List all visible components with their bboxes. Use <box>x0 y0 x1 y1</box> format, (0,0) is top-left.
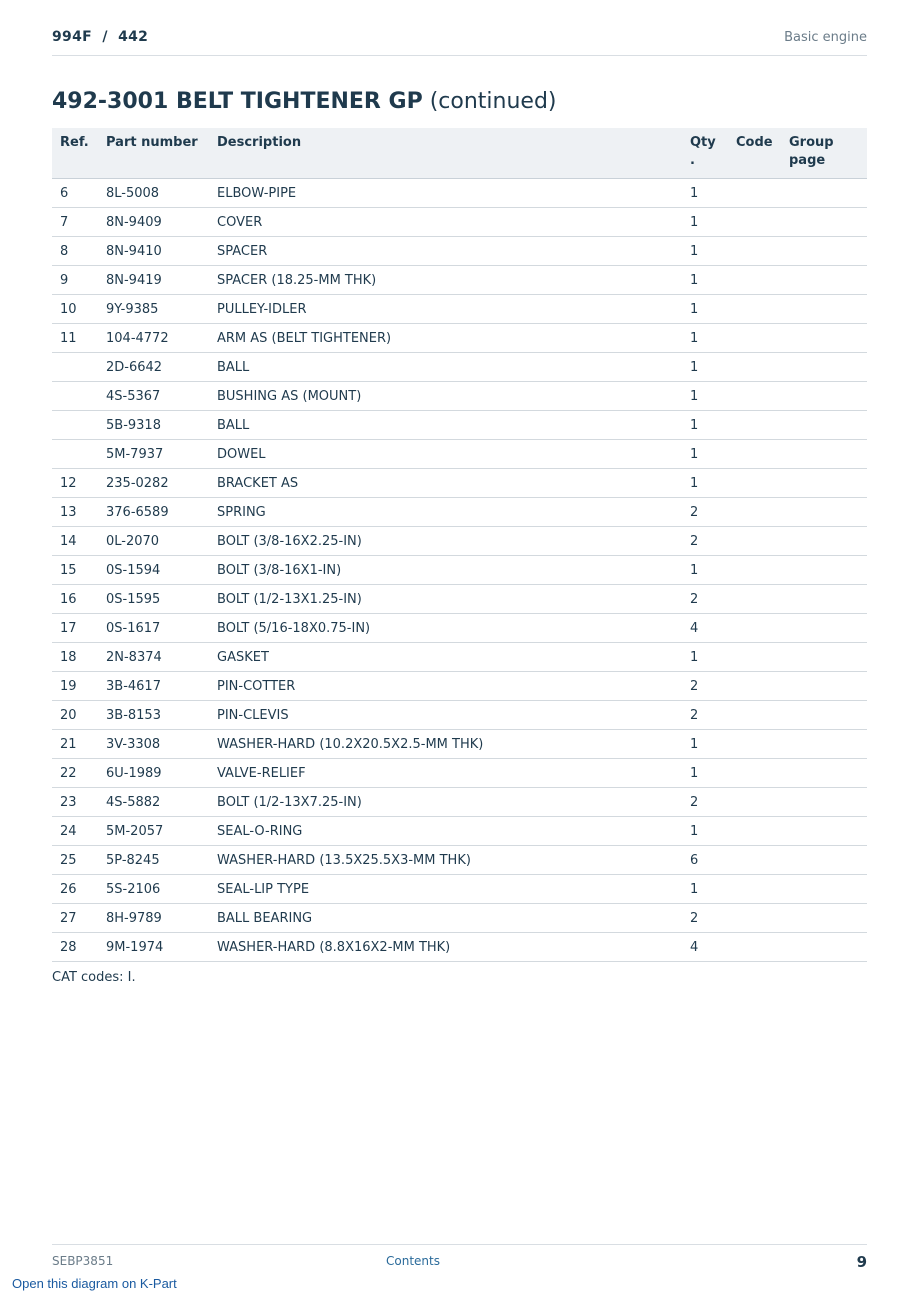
part-number-cell[interactable]: 376-6589 <box>98 498 209 527</box>
code-cell <box>728 788 781 817</box>
ref-cell: 18 <box>52 643 98 672</box>
table-row <box>52 817 867 846</box>
part-number-cell[interactable]: 104-4772 <box>98 324 209 353</box>
part-number-cell[interactable]: 8N-9419 <box>98 266 209 295</box>
table-row <box>52 266 867 295</box>
ref-cell: 24 <box>52 817 98 846</box>
code-cell <box>728 266 781 295</box>
ref-cell: 12 <box>52 469 98 498</box>
code-cell <box>728 411 781 440</box>
qty-cell: 1 <box>682 556 728 585</box>
qty-cell: 2 <box>682 585 728 614</box>
table-row <box>52 469 867 498</box>
qty-cell: 1 <box>682 295 728 324</box>
group-title: 492-3001 BELT TIGHTENER GP <box>52 89 423 114</box>
qty-cell: 1 <box>682 237 728 266</box>
group-page-cell <box>781 759 867 788</box>
ref-cell <box>52 440 98 469</box>
group-page-cell <box>781 353 867 382</box>
ref-cell: 11 <box>52 324 98 353</box>
col-header-part-number: Part number <box>98 128 209 179</box>
ref-cell: 26 <box>52 875 98 904</box>
part-number-cell[interactable]: 3B-8153 <box>98 701 209 730</box>
description-cell: SEAL-O-RING <box>209 817 682 846</box>
group-page-cell <box>781 295 867 324</box>
table-row <box>52 527 867 556</box>
col-header-description: Description <box>209 128 682 179</box>
description-cell: BALL BEARING <box>209 904 682 933</box>
part-number-cell[interactable]: 2D-6642 <box>98 353 209 382</box>
part-number-cell[interactable]: 3B-4617 <box>98 672 209 701</box>
description-cell: BOLT (3/8-16X2.25-IN) <box>209 527 682 556</box>
group-page-cell <box>781 527 867 556</box>
part-number-cell[interactable]: 8H-9789 <box>98 904 209 933</box>
qty-cell: 1 <box>682 643 728 672</box>
code-cell <box>728 846 781 875</box>
qty-cell: 1 <box>682 382 728 411</box>
table-row <box>52 382 867 411</box>
table-row <box>52 498 867 527</box>
description-cell: PULLEY-IDLER <box>209 295 682 324</box>
part-number-cell[interactable]: 4S-5882 <box>98 788 209 817</box>
qty-cell: 2 <box>682 788 728 817</box>
description-cell: BOLT (3/8-16X1-IN) <box>209 556 682 585</box>
code-cell <box>728 440 781 469</box>
table-row <box>52 585 867 614</box>
ref-cell: 28 <box>52 933 98 962</box>
ref-cell: 6 <box>52 179 98 208</box>
page-number: 9 <box>856 1253 867 1271</box>
code-cell <box>728 759 781 788</box>
table-row <box>52 411 867 440</box>
ref-cell <box>52 353 98 382</box>
group-page-cell <box>781 788 867 817</box>
part-number-cell[interactable]: 5P-8245 <box>98 846 209 875</box>
code-cell <box>728 585 781 614</box>
part-number-cell[interactable]: 6U-1989 <box>98 759 209 788</box>
qty-cell: 6 <box>682 846 728 875</box>
description-cell: WASHER-HARD (8.8X16X2-MM THK) <box>209 933 682 962</box>
code-cell <box>728 643 781 672</box>
description-cell: BALL <box>209 353 682 382</box>
code-cell <box>728 527 781 556</box>
code-cell <box>728 324 781 353</box>
part-number-cell[interactable]: 0S-1594 <box>98 556 209 585</box>
table-row <box>52 701 867 730</box>
group-page-cell <box>781 469 867 498</box>
description-cell: SPACER <box>209 237 682 266</box>
table-row <box>52 788 867 817</box>
document-page <box>52 0 867 1300</box>
contents-link[interactable]: Contents <box>386 1254 440 1268</box>
group-page-cell <box>781 875 867 904</box>
table-row <box>52 875 867 904</box>
col-header-ref: Ref. <box>52 128 98 179</box>
code-cell <box>728 817 781 846</box>
description-cell: VALVE-RELIEF <box>209 759 682 788</box>
table-row <box>52 643 867 672</box>
description-cell: BOLT (5/16-18X0.75-IN) <box>209 614 682 643</box>
document-id: SEBP3851 <box>52 1254 114 1268</box>
model-section-label: 994F / 442 <box>52 29 149 45</box>
group-page-cell <box>781 817 867 846</box>
group-page-cell <box>781 701 867 730</box>
group-page-cell <box>781 556 867 585</box>
qty-cell: 2 <box>682 498 728 527</box>
code-cell <box>728 295 781 324</box>
code-cell <box>728 353 781 382</box>
qty-cell: 4 <box>682 933 728 962</box>
description-cell: SPACER (18.25-MM THK) <box>209 266 682 295</box>
part-number-cell[interactable]: 0S-1617 <box>98 614 209 643</box>
description-cell: BALL <box>209 411 682 440</box>
group-page-cell <box>781 672 867 701</box>
description-cell: BUSHING AS (MOUNT) <box>209 382 682 411</box>
code-cell <box>728 208 781 237</box>
ref-cell: 23 <box>52 788 98 817</box>
description-cell: ARM AS (BELT TIGHTENER) <box>209 324 682 353</box>
table-row <box>52 672 867 701</box>
ref-cell: 14 <box>52 527 98 556</box>
description-cell: SPRING <box>209 498 682 527</box>
group-page-cell <box>781 846 867 875</box>
table-row <box>52 353 867 382</box>
qty-cell: 1 <box>682 730 728 759</box>
ref-cell: 16 <box>52 585 98 614</box>
qty-cell: 1 <box>682 353 728 382</box>
qty-cell: 1 <box>682 179 728 208</box>
table-row <box>52 556 867 585</box>
table-row <box>52 904 867 933</box>
group-page-cell <box>781 266 867 295</box>
part-number-cell[interactable]: 9Y-9385 <box>98 295 209 324</box>
ref-cell: 27 <box>52 904 98 933</box>
description-cell: WASHER-HARD (13.5X25.5X3-MM THK) <box>209 846 682 875</box>
table-row <box>52 759 867 788</box>
page-footer <box>52 1244 867 1275</box>
section-name: Basic engine <box>784 30 867 45</box>
col-header-qty: Qty . <box>682 128 728 179</box>
qty-cell: 1 <box>682 411 728 440</box>
table-body <box>52 179 867 962</box>
col-header-code: Code <box>728 128 781 179</box>
ref-cell: 10 <box>52 295 98 324</box>
table-row <box>52 440 867 469</box>
part-number-cell[interactable]: 0S-1595 <box>98 585 209 614</box>
code-cell <box>728 904 781 933</box>
table-row <box>52 730 867 759</box>
group-page-cell <box>781 324 867 353</box>
qty-cell: 2 <box>682 701 728 730</box>
qty-cell: 1 <box>682 208 728 237</box>
ref-cell: 21 <box>52 730 98 759</box>
part-number-cell[interactable]: 2N-8374 <box>98 643 209 672</box>
code-cell <box>728 498 781 527</box>
code-cell <box>728 875 781 904</box>
code-cell <box>728 237 781 266</box>
cat-codes-note: CAT codes: I. <box>52 970 136 985</box>
ref-cell: 8 <box>52 237 98 266</box>
part-number-cell[interactable]: 8N-9410 <box>98 237 209 266</box>
qty-cell: 1 <box>682 266 728 295</box>
description-cell: SEAL-LIP TYPE <box>209 875 682 904</box>
group-page-cell <box>781 382 867 411</box>
group-page-cell <box>781 933 867 962</box>
code-cell <box>728 933 781 962</box>
ref-cell: 19 <box>52 672 98 701</box>
qty-cell: 4 <box>682 614 728 643</box>
col-header-group-page: Group page <box>781 128 867 179</box>
qty-cell: 1 <box>682 440 728 469</box>
page-title <box>52 89 557 114</box>
table-row <box>52 614 867 643</box>
qty-cell: 2 <box>682 527 728 556</box>
group-page-cell <box>781 440 867 469</box>
group-page-cell <box>781 614 867 643</box>
qty-cell: 2 <box>682 672 728 701</box>
qty-cell: 1 <box>682 759 728 788</box>
code-cell <box>728 469 781 498</box>
part-number-cell[interactable]: 5S-2106 <box>98 875 209 904</box>
part-number-cell[interactable]: 9M-1974 <box>98 933 209 962</box>
code-cell <box>728 701 781 730</box>
code-cell <box>728 614 781 643</box>
table-row <box>52 237 867 266</box>
code-cell <box>728 382 781 411</box>
ref-cell: 25 <box>52 846 98 875</box>
code-cell <box>728 730 781 759</box>
part-number-cell[interactable]: 8L-5008 <box>98 179 209 208</box>
table-header-row <box>52 128 867 179</box>
qty-cell: 1 <box>682 469 728 498</box>
code-cell <box>728 672 781 701</box>
ref-cell: 13 <box>52 498 98 527</box>
part-number-cell[interactable]: 8N-9409 <box>98 208 209 237</box>
part-number-cell[interactable]: 3V-3308 <box>98 730 209 759</box>
table-row <box>52 846 867 875</box>
kpart-link[interactable]: Open this diagram on K-Part <box>12 1276 177 1291</box>
code-cell <box>728 179 781 208</box>
title-continued: (continued) <box>429 89 557 114</box>
part-number-cell[interactable]: 235-0282 <box>98 469 209 498</box>
group-page-cell <box>781 904 867 933</box>
description-cell: WASHER-HARD (10.2X20.5X2.5-MM THK) <box>209 730 682 759</box>
group-page-cell <box>781 585 867 614</box>
ref-cell <box>52 382 98 411</box>
part-number-cell[interactable]: 0L-2070 <box>98 527 209 556</box>
description-cell: DOWEL <box>209 440 682 469</box>
part-number-cell[interactable]: 5B-9318 <box>98 411 209 440</box>
table-row <box>52 295 867 324</box>
group-page-cell <box>781 208 867 237</box>
description-cell: BOLT (1/2-13X7.25-IN) <box>209 788 682 817</box>
part-number-cell[interactable]: 4S-5367 <box>98 382 209 411</box>
ref-cell: 15 <box>52 556 98 585</box>
ref-cell: 20 <box>52 701 98 730</box>
qty-cell: 1 <box>682 324 728 353</box>
table-row <box>52 324 867 353</box>
group-page-cell <box>781 237 867 266</box>
qty-cell: 1 <box>682 817 728 846</box>
ref-cell: 7 <box>52 208 98 237</box>
group-page-cell <box>781 643 867 672</box>
description-cell: PIN-COTTER <box>209 672 682 701</box>
page-header <box>52 29 867 56</box>
parts-table <box>52 128 867 962</box>
ref-cell <box>52 411 98 440</box>
description-cell: ELBOW-PIPE <box>209 179 682 208</box>
group-page-cell <box>781 498 867 527</box>
table-row <box>52 179 867 208</box>
group-page-cell <box>781 179 867 208</box>
description-cell: BRACKET AS <box>209 469 682 498</box>
part-number-cell[interactable]: 5M-7937 <box>98 440 209 469</box>
table-row <box>52 208 867 237</box>
part-number-cell[interactable]: 5M-2057 <box>98 817 209 846</box>
ref-cell: 22 <box>52 759 98 788</box>
description-cell: COVER <box>209 208 682 237</box>
ref-cell: 17 <box>52 614 98 643</box>
table-row <box>52 933 867 962</box>
group-page-cell <box>781 730 867 759</box>
description-cell: GASKET <box>209 643 682 672</box>
ref-cell: 9 <box>52 266 98 295</box>
code-cell <box>728 556 781 585</box>
group-page-cell <box>781 411 867 440</box>
description-cell: BOLT (1/2-13X1.25-IN) <box>209 585 682 614</box>
description-cell: PIN-CLEVIS <box>209 701 682 730</box>
qty-cell: 2 <box>682 904 728 933</box>
qty-cell: 1 <box>682 875 728 904</box>
